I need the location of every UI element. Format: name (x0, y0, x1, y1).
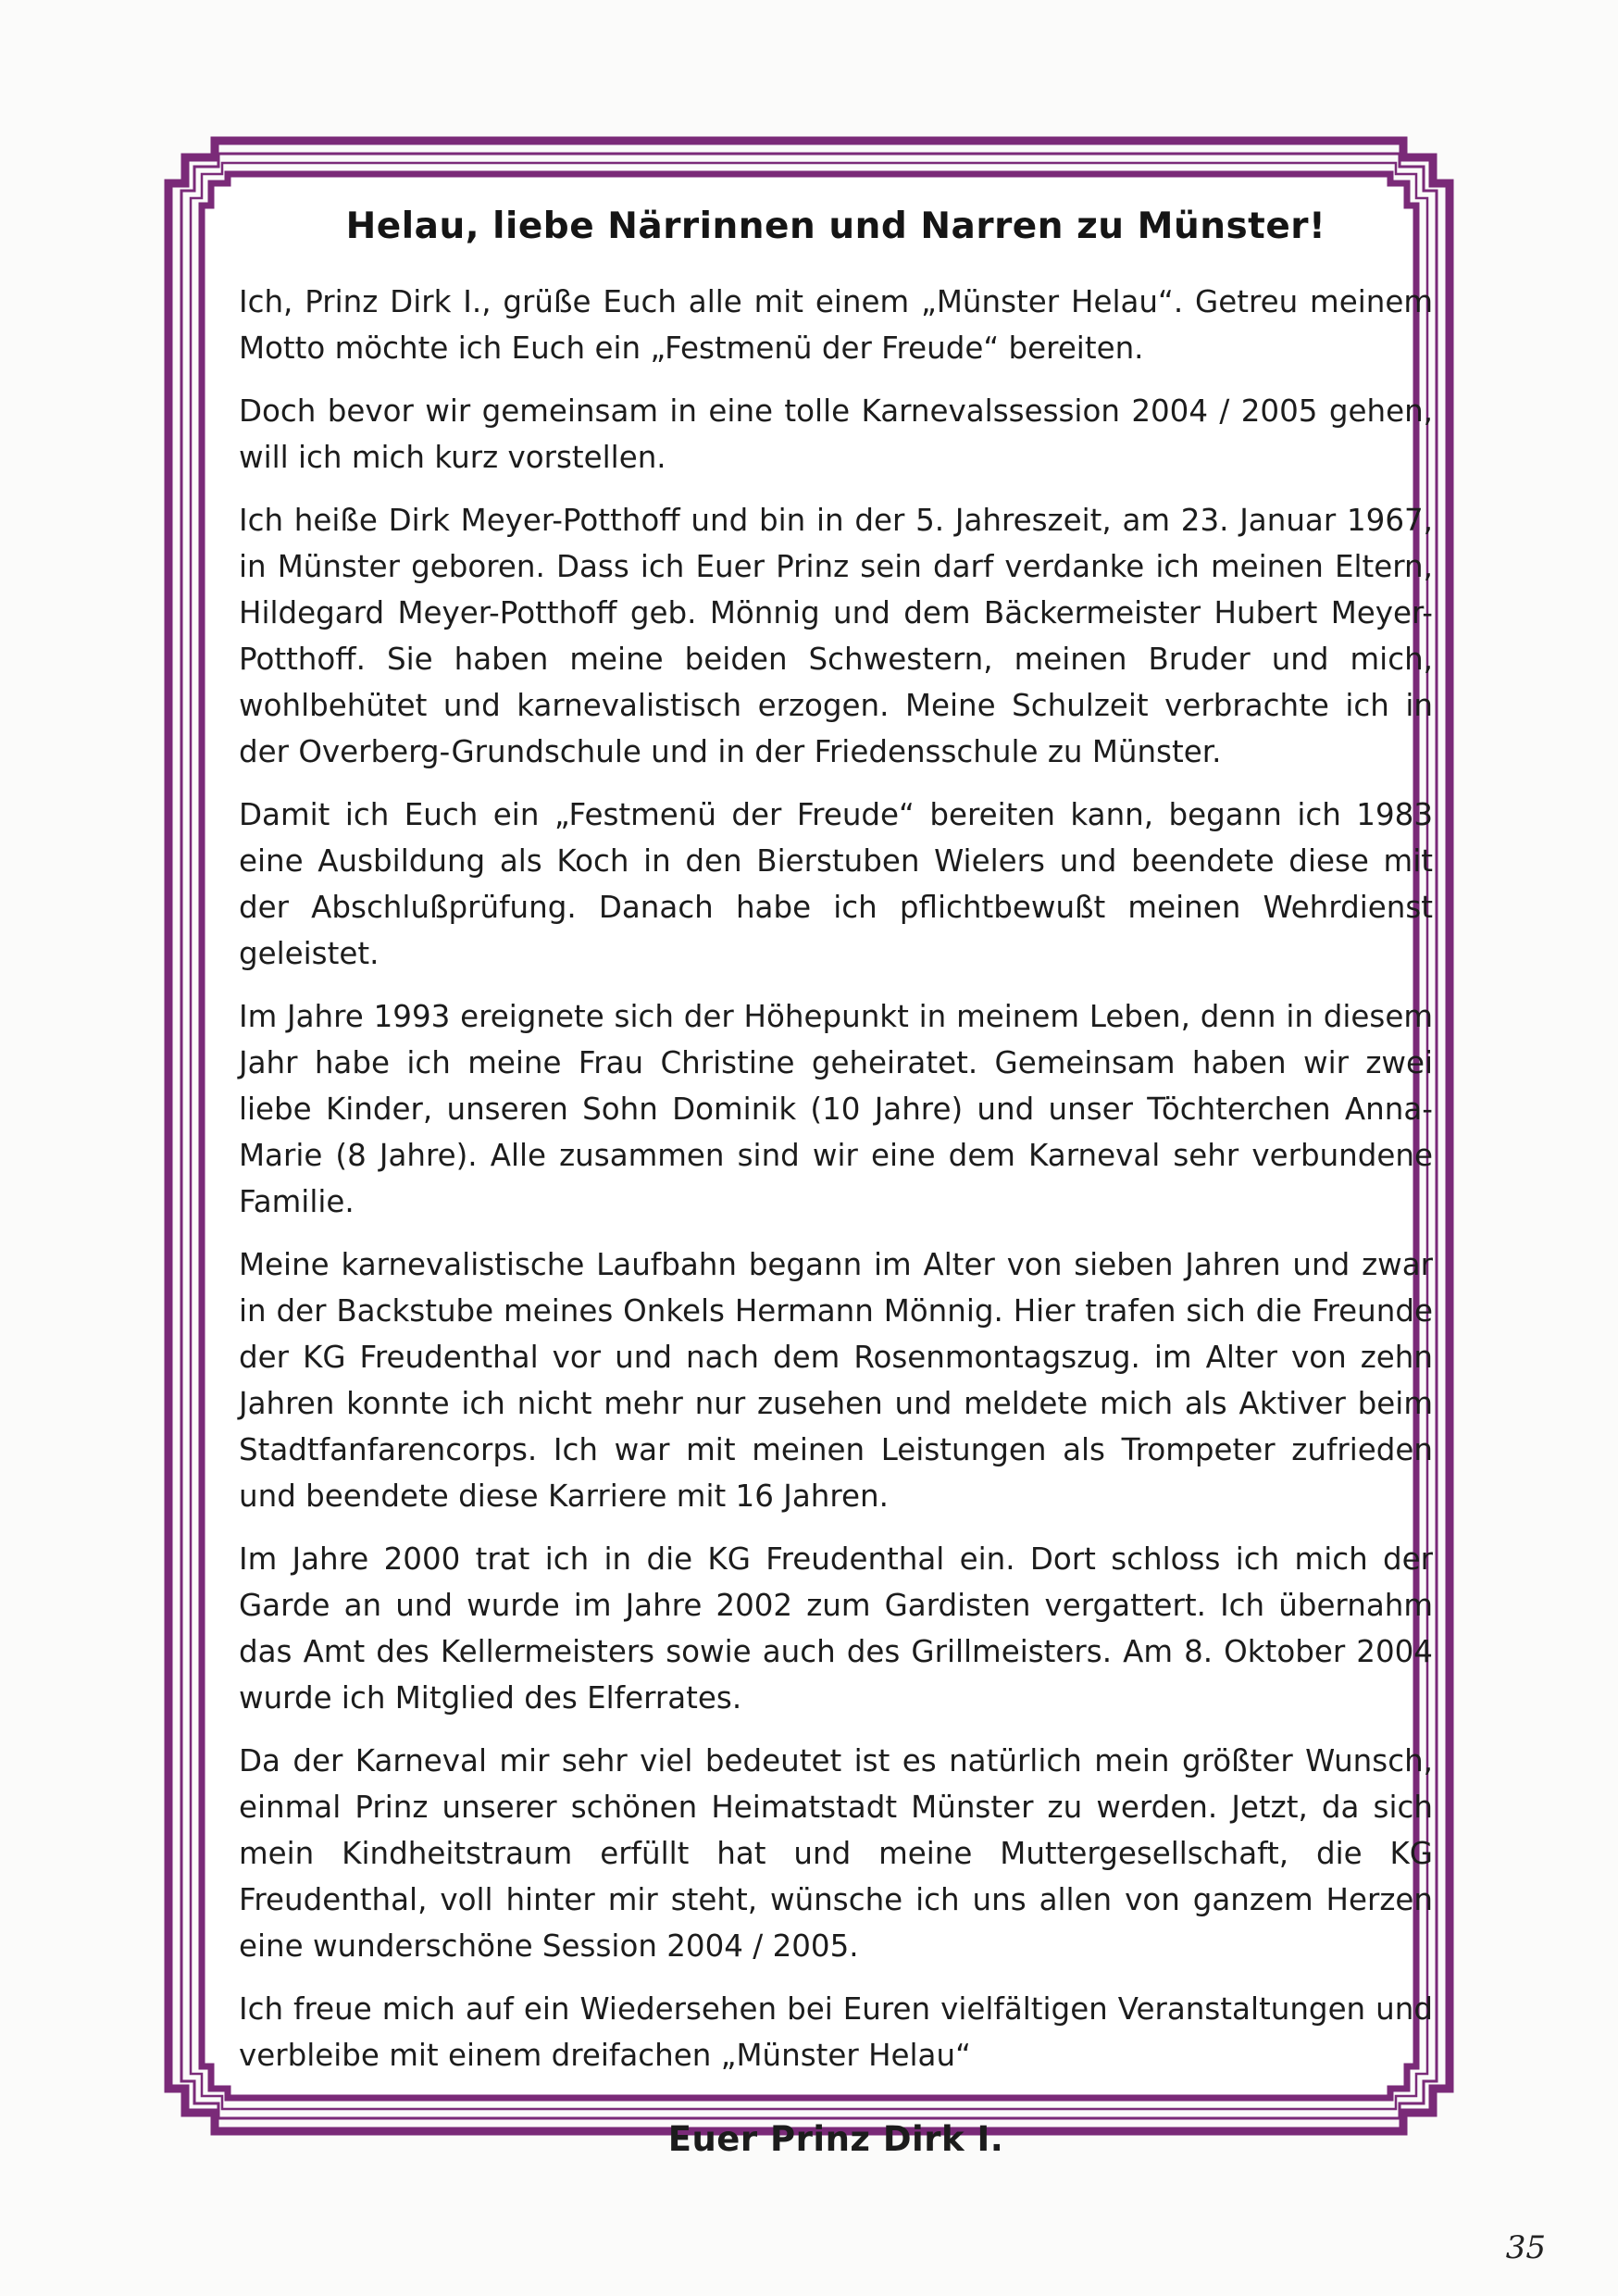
paragraph-marriage: Im Jahre 1993 ereignete sich der Höhepunkt in meinem Leben, denn in diesem Jahr habe ich meine Frau Christine geheiratet. Gemeinsam haben wir zwei liebe Kinder, unseren Sohn Dominik (10 Jahre) und unser Töchterchen Anna-Marie (8 Jahre). Alle zusammen sind wir eine dem Karneval sehr verbundene Familie. (239, 999, 1433, 1219)
page-number: 35 (1505, 2229, 1546, 2266)
paragraph-intro: Doch bevor wir gemeinsam in eine tolle Karnevalssession 2004 / 2005 gehen, will ich mich kurz vorstellen. (239, 393, 1433, 475)
paragraph-greeting: Ich, Prinz Dirk I., grüße Euch alle mit einem „Münster Helau“. Getreu meinem Motto möchte ich Euch ein „Festmenü der Freude“ bereiten. (239, 284, 1433, 366)
letter-title: Helau, liebe Närrinnen und Narren zu Münster! (345, 206, 1326, 247)
paragraph-closing: Ich freue mich auf ein Wiedersehen bei Euren vielfältigen Veranstaltungen und verbleibe mit einem dreifachen „Münster Helau“ (239, 1991, 1433, 2073)
paragraph-wish: Da der Karneval mir sehr viel bedeutet ist es natürlich mein größter Wunsch, einmal Prinz unserer schönen Heimatstadt Münster zu werden. Jetzt, da sich mein Kindheitstraum erfüllt hat und meine Muttergesellschaft, die KG Freudenthal, voll hinter mir steht, wünsche ich uns allen von ganzem Herzen eine wunderschöne Session 2004 / 2005. (239, 1743, 1433, 1964)
paragraph-kg-freudenthal: Im Jahre 2000 trat ich in die KG Freudenthal ein. Dort schloss ich mich der Garde an und wurde im Jahre 2002 zum Gardisten vergattert. Ich übernahm das Amt des Kellermeisters sowie auch des Grillmeisters. Am 8. Oktober 2004 wurde ich Mitglied des Elferrates. (239, 1541, 1433, 1716)
paragraph-training: Damit ich Euch ein „Festmenü der Freude“ bereiten kann, begann ich 1983 eine Ausbildung als Koch in den Bierstuben Wielers und beendete diese mit der Abschlußprüfung. Danach habe ich pflichtbewußt meinen Wehrdienst geleistet. (239, 797, 1433, 971)
letter-body (239, 194, 1433, 2159)
paragraph-birth-family: Ich heiße Dirk Meyer-Potthoff und bin in der 5. Jahreszeit, am 23. Januar 1967, in Münster geboren. Dass ich Euer Prinz sein darf verdanke ich meinen Eltern, Hildegard Meyer-Potthoff geb. Mönnig und dem Bäckermeister Hubert Meyer-Potthoff. Sie haben meine beiden Schwestern, meinen Bruder und mich, wohlbehütet und karnevalistisch erzogen. Meine Schulzeit verbrachte ich in der Overberg-Grundschule und in der Friedensschule zu Münster. (239, 503, 1433, 769)
paragraph-carnival-career: Meine karnevalistische Laufbahn begann im Alter von sieben Jahren und zwar in der Backstube meines Onkels Hermann Mönnig. Hier trafen sich die Freunde der KG Freudenthal vor und nach dem Rosenmontagszug. im Alter von zehn Jahren konnte ich nicht mehr nur zusehen und meldete mich als Aktiver beim Stadtfanfarencorps. Ich war mit meinen Leistungen als Trompeter zufrieden und beendete diese Karriere mit 16 Jahren. (239, 1247, 1433, 1514)
signature: Euer Prinz Dirk I. (667, 2119, 1004, 2159)
